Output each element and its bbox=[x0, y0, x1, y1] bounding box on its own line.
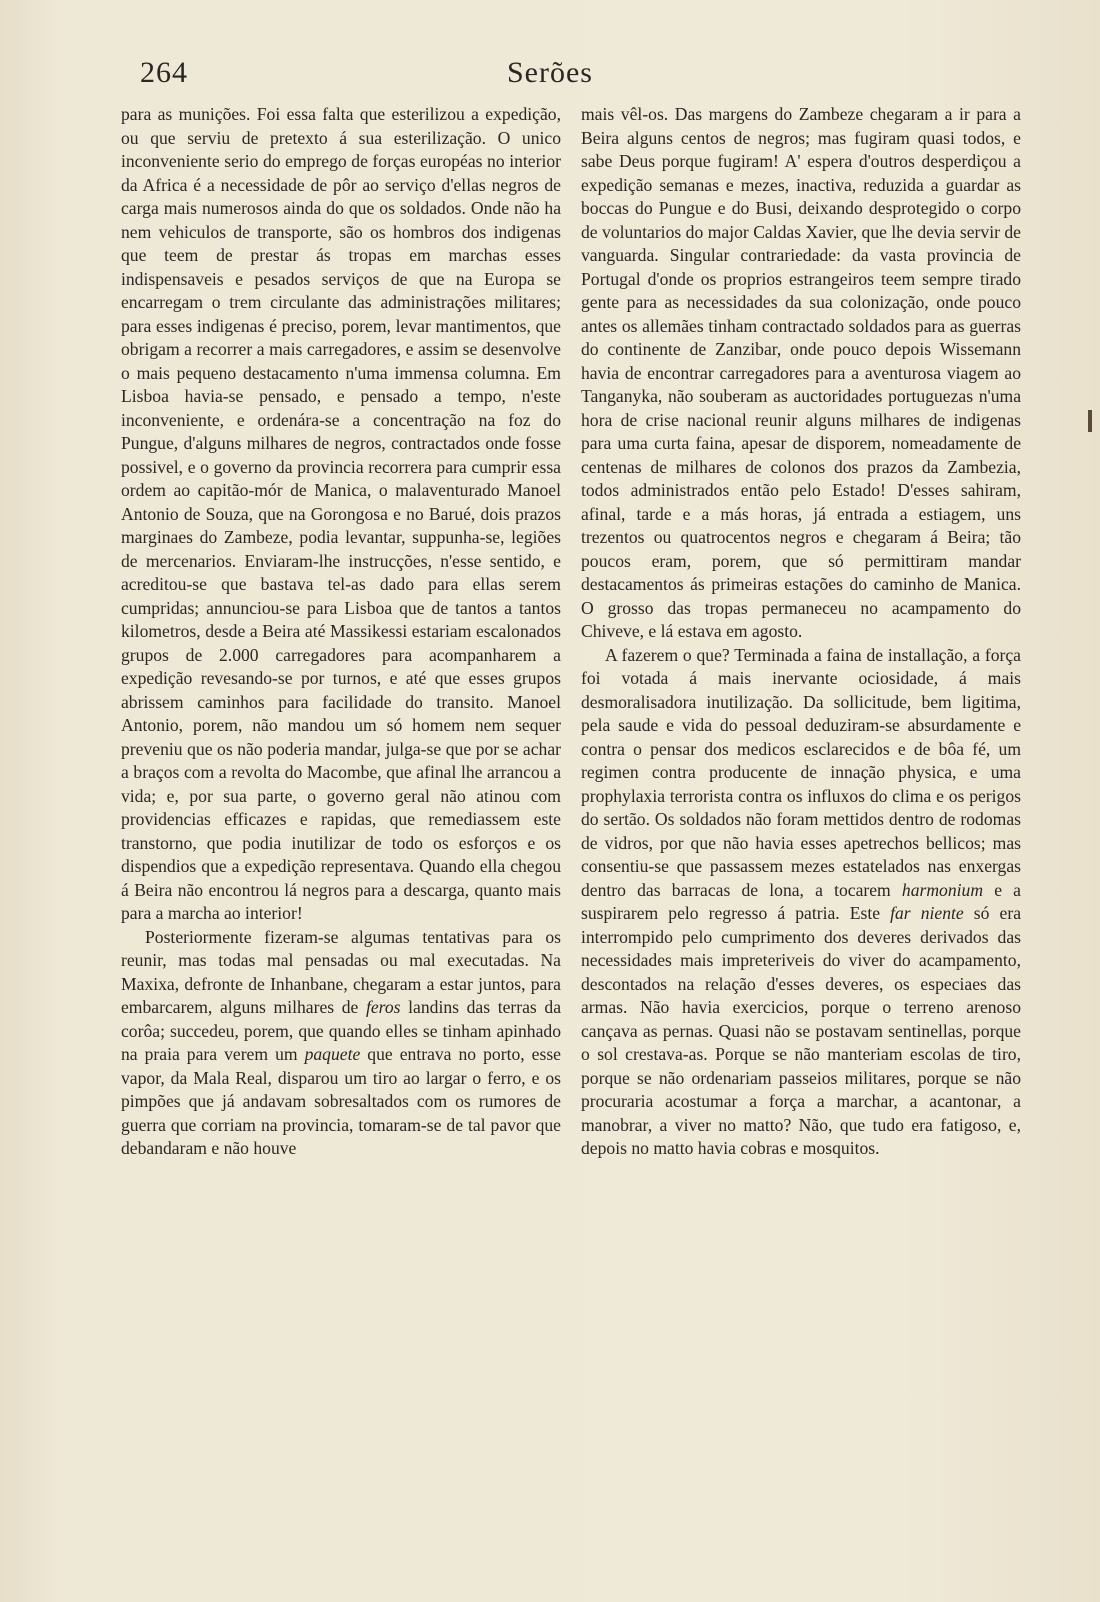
italic-term: paquete bbox=[304, 1044, 361, 1064]
page-edge-mark bbox=[1088, 410, 1092, 432]
text-run: que entrava no porto, esse vapor, da Mala Real, disparou um tiro ao largar o ferro, e os pimpões que já andavam sobresaltados com os rumores de guerra que corriam na provincia, tomaram-se de tal pavor que debandaram e não houve bbox=[121, 1044, 561, 1158]
italic-term: far niente bbox=[890, 903, 964, 923]
right-column-paragraph bbox=[581, 103, 1021, 644]
left-column-paragraph bbox=[121, 926, 561, 1161]
text-run: Posteriormente fizeram-se algumas tentativas para os reunir, mas todas mal pensadas ou mal executadas. Na Maxixa, defronte de Inhanbane, chegaram a estar juntos, para embarcarem, alguns milhares de bbox=[121, 926, 561, 1017]
right-column-paragraph bbox=[581, 644, 1021, 1161]
running-title: Serões bbox=[507, 56, 593, 89]
left-column-paragraph bbox=[121, 103, 561, 926]
text-run: para as munições. Foi essa falta que esterilizou a expedição, ou que serviu de pretexto á sua esterilização. O unico inconveniente serio do emprego de forças européas no interior da Africa é a necessidade de pôr ao serviço d'ellas negros de carga mais numerosos ainda do que os soldados. Onde não ha nem vehiculos de transporte, são os hombros dos indigenas que teem de prestar ás tropas em marchas esses indispensaveis e pesados serviços de que na Europa se encarregam o trem circulante das administrações militares; para esses indigenas é preciso, porem, levar mantimentos, que obrigam a recorrer a mais carregadores, e assim se desenvolve o mais pequeno destacamento n'uma immensa columna. Em Lisboa havia-se pensado, e pensado a tempo, n'este inconveniente, e ordenára-se a concentração na foz do Pungue, d'alguns milhares de negros, contractados onde fosse possivel, e o governo da provincia recorrera para cumprir essa ordem ao capitão-mór de Manica, o malaventurado Manoel Antonio de Souza, que na Gorongosa e no Barué, dois prazos marginaes do Zambeze, podia levantar, suppunha-se, legiões de mercenarios. Enviaram-lhe instrucções, n'esse sentido, e acreditou-se que bastava tel-as dado para ellas serem cumpridas; annunciou-se para Lisboa que de tantos a tantos kilometros, desde a Beira até Massikessi estariam escalonados grupos de 2.000 carregadores para acompanharem a expedição revesando-se por turnos, e até que esses grupos abrissem caminhos para facilidade do transito. Manoel Antonio, porem, não mandou um só homem nem sequer preveniu que os não poderia mandar, julga-se que por se achar a braços com a revolta do Macombe, que afinal lhe arrancou a vida; e, por sua parte, o governo geral não atinou com providencias efficazes e rapidas, que remediassem este transtorno, que podia inutilizar de todo os esforços e os dispendios que a expedição representava. Quando ella chegou á Beira não encontrou lá negros para a descarga, quanto mais para a marcha ao interior! bbox=[121, 104, 561, 923]
italic-term: feros bbox=[365, 997, 401, 1017]
text-run: só era interrompido pelo cumprimento dos deveres derivados das necessidades mais impreteriveis do viver do acampamento, descontados na relação d'esses deveres, os especiaes das armas. Não havia exercicios, porque o terreno arenoso cançava as pernas. Quasi não se postavam sentinellas, porque o sol crestava-as. Porque se não manteriam escolas de tiro, porque se não ordenariam passeios militares, porque se não procuraria acostumar a força a marchar, a acantonar, a manobrar, a viver no matto? Não, que tudo era fatigoso, e, depois no matto havia cobras e mosquitos. bbox=[581, 903, 1022, 1158]
italic-term: harmonium bbox=[901, 879, 984, 900]
left-column bbox=[121, 103, 561, 1161]
page-number: 264 bbox=[140, 56, 188, 89]
text-run: A fazerem o que? Terminada a faina de installação, a força foi votada á mais inervante ociosidade, á mais desmoralisadora inutilização. Da sollicitude, bem ligitima, pela saude e vida do pessoal deduziram-se absurdamente e contra o pensar dos medicos esclarecidos e de bôa fé, um regimen contra producente de innação physica, e uma prophylaxia terrorista contra os influxos do clima e os perigos do sertão. Os soldados não foram mettidos dentro de rodomas de vidros, por que não havia esses apetrechos bellicos; mas consentiu-se que passassem mezes estatelados nas enxergas dentro das barracas de lona, a tocarem bbox=[581, 644, 1021, 900]
text-columns bbox=[121, 103, 1021, 1543]
text-run: landins das terras da corôa; succedeu, porem, que quando elles se tinham apinhado na praia para verem um bbox=[121, 997, 562, 1064]
right-column bbox=[581, 103, 1021, 1161]
page-header bbox=[0, 52, 1100, 102]
text-run: mais vêl-os. Das margens do Zambeze chegaram a ir para a Beira alguns centos de negros; mas fugiram quasi todos, e sabe Deus porque fugiram! A' espera d'outros desperdiçou a expedição semanas e mezes, inactiva, reduzida a guardar as boccas do Pungue e do Busi, deixando desprotegido o corpo de voluntarios do major Caldas Xavier, que lhe devia servir de vanguarda. Singular contrariedade: da vasta provincia de Portugal d'onde os proprios estrangeiros teem sempre tirado gente para as necessidades da sua colonização, onde pouco antes os allemães tinham contractado soldados para as guerras do continente de Zanzibar, onde pouco depois Wissemann havia de encontrar carregadores para a aventurosa viagem ao Tanganyka, não souberam as auctoridades portuguezas n'uma hora de crise nacional reunir alguns milhares de indigenas para uma curta faina, apesar de disporem, nomeadamente de centenas de milhares de colonos dos prazos da Zambezia, todos administrados então pelo Estado! D'esses sahiram, afinal, tarde e a más horas, já entrada a estiagem, uns trezentos ou quatrocentos negros e chegaram á Beira; tão poucos eram, porem, que só permittiram mandar destacamentos ás primeiras estações do caminho de Manica. O grosso das tropas permaneceu no acampamento do Chiveve, e lá estava em agosto. bbox=[581, 104, 1021, 641]
text-run: e a suspirarem pelo regresso á patria. Este bbox=[581, 879, 1021, 923]
